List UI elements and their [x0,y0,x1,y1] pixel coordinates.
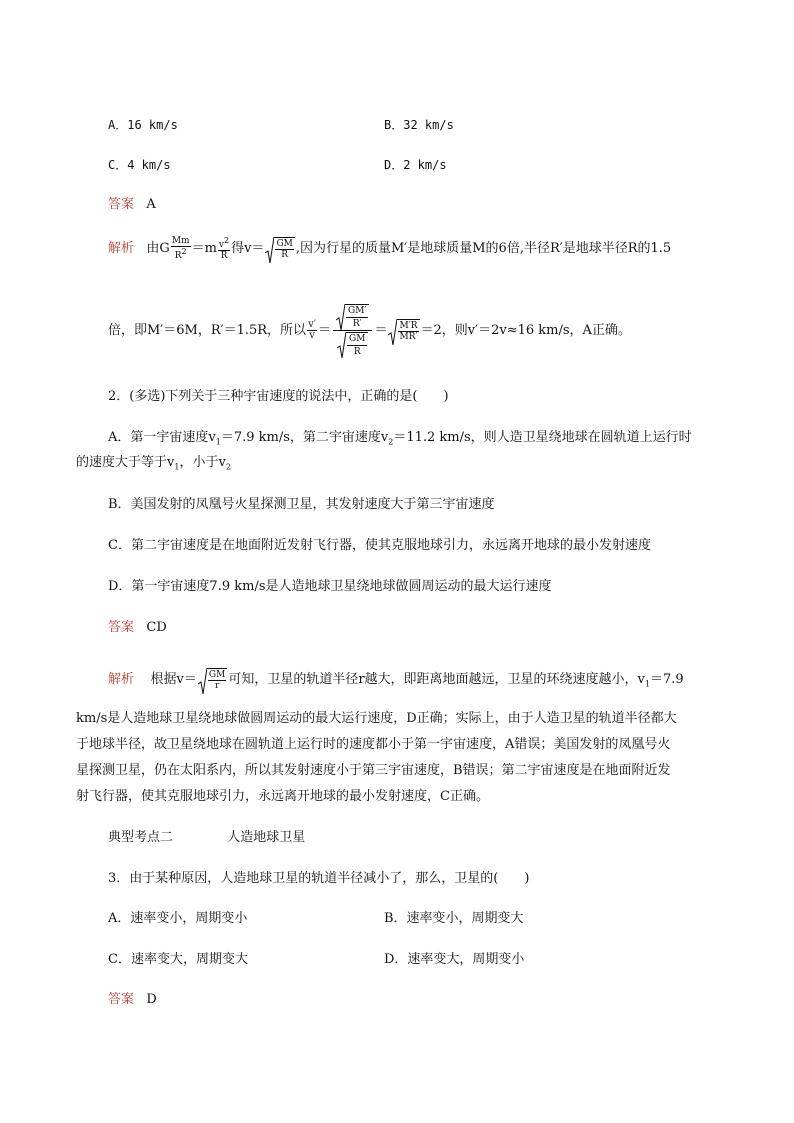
q2-analysis-line-1: 解析 根据v＝ $\frac{GM}{r}$ 可知，卫星的轨道半径r越大，即距离地面越远，卫星的环绕速度越小，$v_1=7.9$ [108,668,684,695]
answer-label: 答案 [108,992,135,1007]
analysis-label: 解析 [108,672,135,687]
analysis-text: 倍，即M′＝6M，R′＝1.5R，所以 [108,323,307,338]
section-title: 人造地球卫星 [227,830,306,845]
section-heading [108,828,305,848]
q3-stem: 3．由于某种原因，人造地球卫星的轨道半径减小了，那么，卫星的( ) [108,871,530,886]
sqrt-gm-r: $\frac{GM}{R}$ [265,237,294,260]
sqrt-gm-r-lower: $\frac{GM}{r}$ [198,668,227,691]
q2-stem: 2．(多选)下列关于三种宇宙速度的说法中，正确的是( ) [108,389,449,404]
radical-icon [198,668,207,694]
radical-icon [336,304,345,330]
analysis-text: ＝m [191,241,217,256]
q3-option-b: B．速率变小，周期变大 [384,911,524,926]
analysis-text: ＝ [317,323,331,338]
analysis-text: ＝ [374,323,388,338]
q3-option-a: A．速率变小，周期变小 [108,911,248,926]
q2-option-a-cont: 的速度大于等于$v_1$，小于$v_2$ [76,455,231,472]
q3-option-c: C．速率变大，周期变大 [108,952,248,967]
answer-value: D [146,992,157,1007]
q1-option-d: D．2 km/s [384,158,447,172]
q3-answer [108,990,157,1010]
q1-option-c: C．4 km/s [108,158,171,172]
q2-analysis-line-3: 于地球半径，故卫星绕地球在圆轨道上运行时的速度都小于第一宇宙速度，A错误；美国发射的凤凰号火 [76,737,671,752]
fraction-v2-r: $\frac{v^2}{R}$ [218,236,230,261]
q2-option-c: C．第二宇宙速度是在地面附近发射飞行器，使其克服地球引力，永远离开地球的最小发射速度 [108,538,651,553]
analysis-text: ＝2，则v′＝2v≈16 km/s，A正确。 [420,323,631,338]
q1-option-b: B．32 km/s [384,118,454,132]
analysis-text: 得v＝ [231,241,265,256]
ratio-of-roots: $\frac{\frac{GM'}{R'}}{\frac{GM}{R}}$ [333,304,372,357]
q2-analysis-line-2: km/s是人造地球卫星绕地球做圆周运动的最大运行速度，D正确；实际上，由于人造卫星的轨道半径都大 [76,711,677,726]
analysis-label: 解析 [108,241,135,256]
q1-answer [108,195,156,215]
analysis-text: 由G [146,241,170,256]
q2-option-d: D．第一宇宙速度7.9 km/s是人造地球卫星绕地球做圆周运动的最大运行速度 [108,579,552,594]
radical-icon [337,332,346,358]
answer-value: CD [146,620,167,635]
q1-option-a: A．16 km/s [108,118,178,132]
q2-analysis-line-5: 射飞行器，使其克服地球引力，永远离开地球的最小发射速度，C正确。 [76,789,489,804]
answer-label: 答案 [108,197,135,212]
q1-analysis-line-2 [108,304,631,357]
answer-value: A [146,197,156,212]
answer-label: 答案 [108,620,135,635]
q2-answer [108,618,167,638]
fraction-v-prime-v: $\frac{v'}{v}$ [308,319,316,341]
fraction-mm-r2: $\frac{Mm}{R^2}$ [171,236,190,261]
q2-analysis-line-4: 星探测卫星，仍在太阳系内，所以其发射速度小于第三宇宙速度，B错误；第二宇宙速度是在地面附近发 [76,763,671,778]
sqrt-mr-ratio: $\frac{M'R}{MR'}$ [388,319,419,342]
radical-icon [388,319,397,345]
section-label: 典型考点二 [108,830,174,845]
q3-option-d: D．速率变大，周期变小 [384,952,525,967]
radical-icon [265,237,274,263]
q2-option-a: A．第一宇宙速度$v_1=7.9$ km/s，第二宇宙速度$v_2=11.2$ km/s，则人造卫星绕地球在圆轨道上运行时 [108,430,692,447]
q1-analysis-line-1 [108,236,671,261]
analysis-text: ,因为行星的质量M′是地球质量M的6倍,半径R′是地球半径R的1.5 [295,241,672,256]
q2-option-b: B．美国发射的凤凰号火星探测卫星，其发射速度大于第三宇宙速度 [108,497,495,512]
